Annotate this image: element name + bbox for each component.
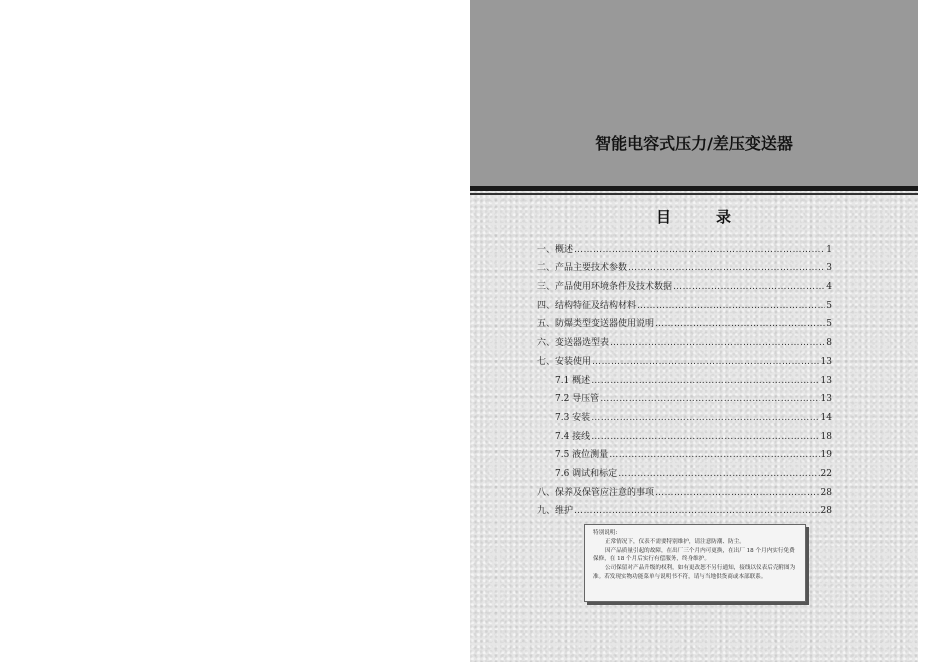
toc-entry-page: 13 bbox=[820, 394, 832, 405]
toc-entry-page: 4 bbox=[826, 282, 832, 293]
toc-entry[interactable] bbox=[537, 386, 832, 405]
toc-entry[interactable] bbox=[537, 479, 832, 498]
toc-heading-left: 目 bbox=[655, 208, 672, 226]
toc-leader-dots bbox=[618, 469, 819, 479]
toc-entry[interactable] bbox=[537, 498, 832, 517]
toc-entry-label: 7.5 液位测量 bbox=[555, 450, 609, 461]
divider-thin bbox=[470, 193, 918, 195]
notice-title: 特别说明: bbox=[593, 530, 618, 536]
toc-entry-label: 一、概述 bbox=[537, 244, 574, 255]
toc-heading bbox=[470, 206, 918, 227]
toc-entry-label: 7.3 安装 bbox=[555, 412, 591, 423]
toc-entry[interactable] bbox=[537, 423, 832, 442]
toc-leader-dots bbox=[600, 394, 819, 404]
notice-line: 因产品质量引起的故障，在出厂三个月内可更换，在出厂 18 个月内实行免费保修，在 18 个月后实行有偿服务，终身维护。 bbox=[593, 547, 795, 563]
toc-entry-label: 四、结构特征及结构材料 bbox=[537, 300, 637, 311]
toc-entry[interactable] bbox=[537, 292, 832, 311]
toc-entry-label: 7.2 导压管 bbox=[555, 394, 600, 405]
toc-entry-label: 二、产品主要技术参数 bbox=[537, 263, 628, 274]
manual-page bbox=[470, 0, 918, 662]
document-title: 智能电容式压力/差压变送器 bbox=[595, 134, 793, 153]
toc-entry-page: 3 bbox=[826, 263, 832, 274]
toc-leader-dots bbox=[610, 338, 825, 348]
toc-entry-page: 28 bbox=[820, 506, 832, 517]
toc-leader-dots bbox=[637, 301, 825, 311]
toc-entry[interactable] bbox=[537, 273, 832, 292]
toc-entry[interactable] bbox=[537, 442, 832, 461]
divider-thick bbox=[470, 186, 918, 191]
toc-leader-dots bbox=[591, 432, 819, 442]
special-notice-box bbox=[584, 524, 806, 602]
header-band bbox=[470, 0, 918, 186]
toc-entry-page: 22 bbox=[820, 468, 832, 479]
toc-entry-page: 28 bbox=[820, 487, 832, 498]
toc-entry-page: 1 bbox=[826, 244, 832, 255]
toc-entry-label: 七、安装使用 bbox=[537, 356, 592, 367]
toc-entry[interactable] bbox=[537, 255, 832, 274]
toc-entry-page: 8 bbox=[826, 338, 832, 349]
toc-entry-label: 三、产品使用环境条件及技术数据 bbox=[537, 282, 673, 293]
toc-entry-label: 7.4 接线 bbox=[555, 431, 591, 442]
toc-leader-dots bbox=[574, 506, 820, 516]
toc-leader-dots bbox=[574, 245, 825, 255]
toc-entry[interactable] bbox=[537, 367, 832, 386]
toc-entry-label: 六、变送器选型表 bbox=[537, 338, 610, 349]
toc-entry-label: 九、维护 bbox=[537, 506, 574, 517]
toc-entry[interactable] bbox=[537, 329, 832, 348]
toc-entry-label: 五、防爆类型变送器使用说明 bbox=[537, 319, 655, 330]
toc-entry[interactable] bbox=[537, 404, 832, 423]
toc-entry-label: 7.6 调试和标定 bbox=[555, 468, 618, 479]
toc-leader-dots bbox=[591, 376, 819, 386]
toc-entry-page: 18 bbox=[820, 431, 832, 442]
toc-leader-dots bbox=[655, 488, 820, 498]
toc-leader-dots bbox=[609, 450, 819, 460]
toc-entry-page: 19 bbox=[820, 450, 832, 461]
toc-leader-dots bbox=[673, 282, 825, 292]
toc-leader-dots bbox=[655, 319, 825, 329]
toc-heading-right: 录 bbox=[716, 208, 733, 226]
toc-entry-page: 14 bbox=[820, 412, 832, 423]
toc-entry[interactable] bbox=[537, 236, 832, 255]
toc-entry[interactable] bbox=[537, 311, 832, 330]
toc-entry-page: 13 bbox=[820, 356, 832, 367]
notice-line: 公司保留对产品升级的权利，如有更改恕不另行通知，接线以仪表后壳附图为准。若发现实物功能菜单与说明书不符，请与当地供货商或本部联系。 bbox=[593, 565, 796, 580]
toc-leader-dots bbox=[628, 263, 825, 273]
toc-entry-label: 八、保养及保管应注意的事项 bbox=[537, 487, 655, 498]
notice-line: 正常情况下，仪表不需要特别维护，请注意防潮、防尘。 bbox=[605, 538, 745, 545]
toc-entry[interactable] bbox=[537, 460, 832, 479]
toc-entry[interactable] bbox=[537, 348, 832, 367]
toc-entry-page: 5 bbox=[826, 319, 832, 330]
toc-entry-label: 7.1 概述 bbox=[555, 375, 591, 386]
toc-entry-page: 13 bbox=[820, 375, 832, 386]
toc-leader-dots bbox=[592, 357, 820, 367]
toc-entry-page: 5 bbox=[826, 300, 832, 311]
table-of-contents bbox=[537, 236, 832, 516]
toc-leader-dots bbox=[591, 413, 819, 423]
